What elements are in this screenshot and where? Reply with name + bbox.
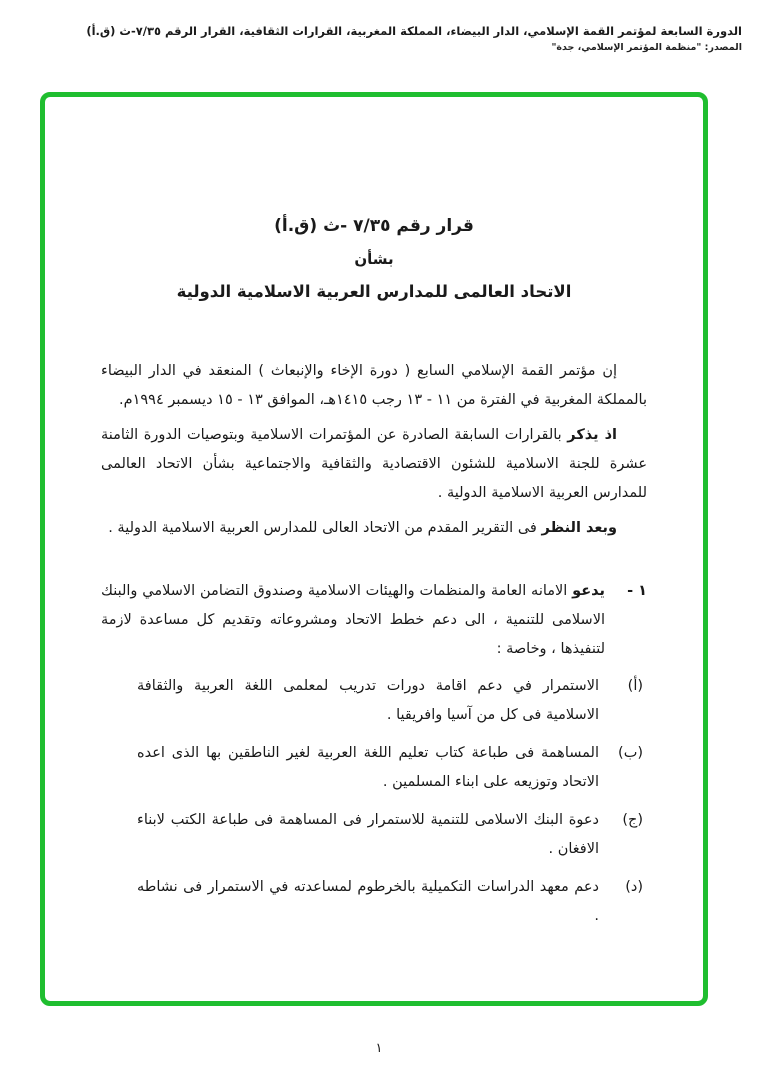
sub-item-marker: (د) <box>625 879 643 895</box>
item-number: ١ - <box>627 583 647 599</box>
document-body <box>45 97 703 931</box>
sub-item-a: (أ) الاستمرار في دعم اقامة دورات تدريب لمعلمى اللغة العربية والثقافة الاسلامية فى كل من آسيا وافريقيا . <box>101 672 647 730</box>
paragraph-recalling: اذ يذكر بالقرارات السابقة الصادرة عن المؤتمرات الاسلامية وبتوصيات الدورة الثامنة عشرة للجنة الاسلامية للشئون الاقتصادية والثقافية والاجتماعية بشأن الاتحاد العالمى للمدارس العربية الاسلامية الدولية . <box>101 427 647 501</box>
numbered-item-1: ١ - يدعو الامانه العامة والمنظمات والهيئات الاسلامية وصندوق التضامن الاسلامي والبنك الاسلامى للتنمية ، الى دعم خطط الاتحاد ومشروعاته وتقديم كل مساعدة لازمة لتنفيذها ، وخاصة : <box>101 577 647 664</box>
resolution-subject-label: بشأن <box>354 250 394 268</box>
header-citation-line: الدورة السابعة لمؤتمر القمة الإسلامي، الدار البيضاء، المملكة المغربية، القرارات الثقافية، القرار الرقم ٧/٣٥-ث (ق.أ) <box>86 24 742 38</box>
resolution-number: قرار رقم ٧/٣٥ -ث (ق.أ) <box>274 216 474 236</box>
document-green-frame <box>40 92 708 1006</box>
page-number: ١ <box>375 1041 383 1056</box>
sub-item-marker: (ب) <box>618 745 643 761</box>
sub-item-c: (ج) دعوة البنك الاسلامى للتنمية للاستمرار فى المساهمة فى طباعة الكتب لابناء الافغان . <box>101 806 647 864</box>
paragraph-preamble: إن مؤتمر القمة الإسلامي السابع ( دورة الإخاء والإنبعاث ) المنعقد في الدار البيضاء بالمملكة المغربية في الفترة من ١١ - ١٣ رجب ١٤١٥هـ، الموافق ١٣ - ١٥ ديسمبر ١٩٩٤م. <box>101 363 647 408</box>
source-header <box>16 22 742 56</box>
sub-item-marker: (ج) <box>622 812 643 828</box>
header-source-line: المصدر: "منظمة المؤتمر الإسلامي، جدة" <box>551 42 742 53</box>
resolution-title <box>101 209 647 309</box>
sub-item-b: (ب) المساهمة فى طباعة كتاب تعليم اللغة العربية لغير الناطقين بها الذى اعده الاتحاد وتوزيعه على ابناء المسلمين . <box>101 739 647 797</box>
resolution-subject: الاتحاد العالمى للمدارس العربية الاسلامية الدولية <box>176 282 572 301</box>
sub-item-d: (د) دعم معهد الدراسات التكميلية بالخرطوم لمساعدته في الاستمرار فى نشاطه . <box>101 873 647 931</box>
paragraph-having-considered: وبعد النظر فى التقرير المقدم من الاتحاد العالى للمدارس العربية الاسلامية الدولية . <box>108 520 617 536</box>
sub-item-marker: (أ) <box>627 678 643 694</box>
